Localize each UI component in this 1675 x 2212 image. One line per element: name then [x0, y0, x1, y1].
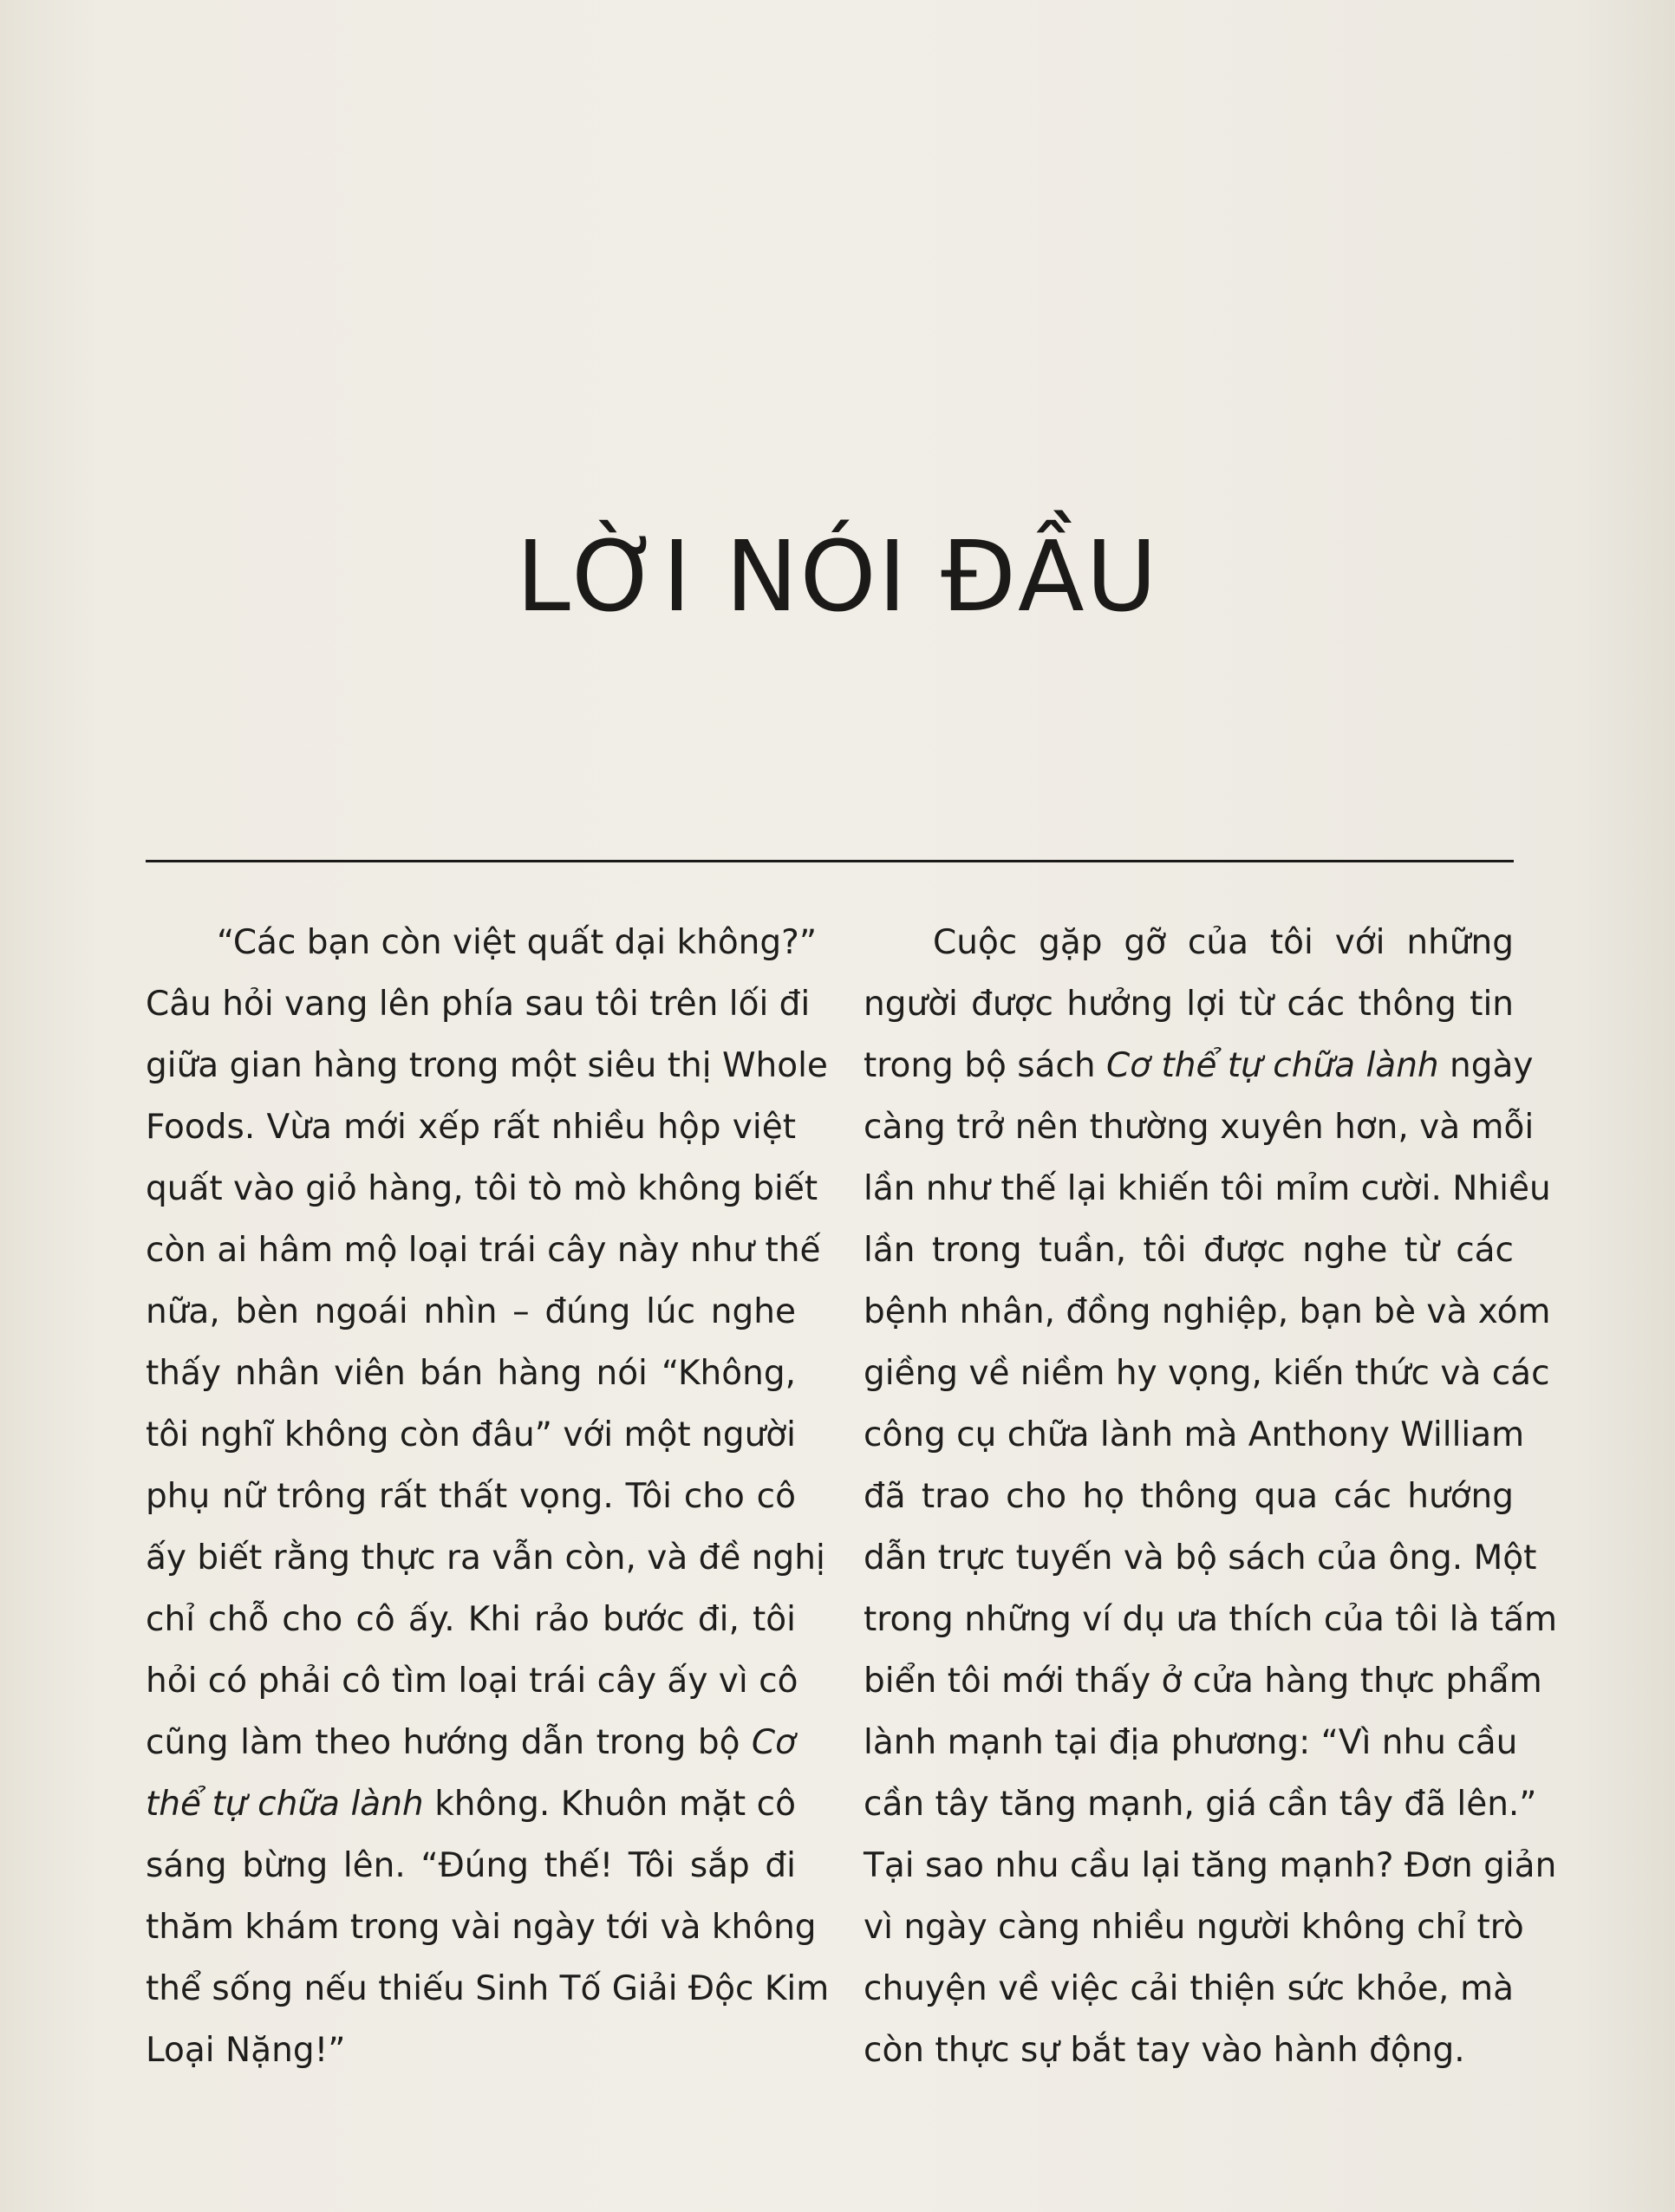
text-line [146, 1466, 796, 1527]
text-line [146, 912, 818, 973]
text-line [146, 1958, 830, 2020]
text-segment: bệnh nhân, đồng nghiệp, bạn bè và xóm [864, 1292, 1551, 1331]
text-segment: đã trao cho họ thông qua các hướng [864, 1477, 1514, 1516]
text-line [864, 2020, 1514, 2081]
text-segment: thấy nhân viên bán hàng nói “Không, [146, 1354, 796, 1393]
text-segment: càng trở nên thường xuyên hơn, và mỗi [864, 1108, 1535, 1147]
text-segment: phụ nữ trông rất thất vọng. Tôi cho cô [146, 1477, 796, 1516]
text-line [864, 912, 1514, 973]
text-line [146, 1712, 796, 1773]
text-line [864, 1835, 1557, 1896]
text-line [864, 1712, 1518, 1773]
text-segment: cũng làm theo hướng dẫn trong bộ [146, 1723, 752, 1762]
italic-book-title: Cơ [751, 1723, 796, 1762]
text-segment: vì ngày càng nhiều người không chỉ trò [864, 1908, 1524, 1947]
text-line [864, 1158, 1551, 1220]
text-line [864, 973, 1514, 1035]
chapter-heading: LỜI NÓI ĐẦU [516, 521, 1159, 634]
text-line [146, 1773, 796, 1835]
text-segment: dẫn trực tuyến và bộ sách của ông. Một [864, 1539, 1537, 1578]
text-line [146, 1035, 828, 1096]
text-line [864, 1896, 1524, 1958]
text-segment: nữa, bèn ngoái nhìn – đúng lúc nghe [146, 1292, 796, 1331]
text-segment: cần tây tăng mạnh, giá cần tây đã lên.” [864, 1785, 1537, 1824]
text-segment: lần như thế lại khiến tôi mỉm cười. Nhiều [864, 1169, 1551, 1208]
text-segment: công cụ chữa lành mà Anthony William [864, 1415, 1525, 1454]
text-line [146, 1589, 796, 1650]
text-line [864, 1220, 1514, 1281]
text-line [146, 1158, 818, 1220]
italic-book-title: Cơ thể tự chữa lành [1106, 1046, 1439, 1085]
text-segment: “Các bạn còn việt quất dại không?” [217, 923, 818, 962]
text-line [864, 1466, 1514, 1527]
text-line [146, 1281, 796, 1343]
text-line [146, 1096, 796, 1158]
text-segment: lành mạnh tại địa phương: “Vì nhu cầu [864, 1723, 1518, 1762]
text-segment: Loại Nặng!” [146, 2031, 346, 2070]
text-line [146, 1220, 821, 1281]
text-segment: biển tôi mới thấy ở cửa hàng thực phẩm [864, 1662, 1542, 1701]
text-segment: giềng về niềm hy vọng, kiến thức và các [864, 1354, 1550, 1393]
text-line [864, 1281, 1551, 1343]
text-line [864, 1589, 1557, 1650]
text-segment: hỏi có phải cô tìm loại trái cây ấy vì cô [146, 1662, 798, 1701]
text-segment: còn thực sự bắt tay vào hành động. [864, 2031, 1465, 2070]
heading-divider-rule [146, 860, 1514, 862]
text-segment: Tại sao nhu cầu lại tăng mạnh? Đơn giản [864, 1846, 1557, 1885]
right-text-column [864, 912, 1557, 2081]
text-line [146, 973, 811, 1035]
left-text-column [146, 912, 830, 2081]
text-segment: Câu hỏi vang lên phía sau tôi trên lối đi [146, 985, 811, 1024]
text-line [864, 1650, 1542, 1712]
text-segment: chuyện về việc cải thiện sức khỏe, mà [864, 1969, 1514, 2008]
text-line [146, 2020, 796, 2081]
text-segment: thể sống nếu thiếu Sinh Tố Giải Độc Kim [146, 1969, 830, 2008]
text-line [864, 1343, 1550, 1404]
text-line [864, 1958, 1514, 2020]
text-line [146, 1650, 796, 1712]
text-segment: không. Khuôn mặt cô [423, 1785, 796, 1824]
text-line [146, 1835, 796, 1896]
text-line [864, 1096, 1535, 1158]
text-line [864, 1773, 1537, 1835]
text-segment: lần trong tuần, tôi được nghe từ các [864, 1231, 1514, 1270]
text-line [146, 1527, 825, 1589]
text-segment: người được hưởng lợi từ các thông tin [864, 985, 1514, 1024]
text-segment: Cuộc gặp gỡ của tôi với những [933, 923, 1514, 962]
text-segment: ấy biết rằng thực ra vẫn còn, và đề nghị [146, 1539, 825, 1578]
text-segment: thăm khám trong vài ngày tới và không [146, 1908, 817, 1947]
text-segment: chỉ chỗ cho cô ấy. Khi rảo bước đi, tôi [146, 1600, 796, 1639]
text-segment: tôi nghĩ không còn đâu” với một người [146, 1415, 796, 1454]
text-segment: giữa gian hàng trong một siêu thị Whole [146, 1046, 828, 1085]
text-segment: còn ai hâm mộ loại trái cây này như thế [146, 1231, 821, 1270]
text-segment: trong những ví dụ ưa thích của tôi là tấm [864, 1600, 1557, 1639]
text-line [864, 1404, 1525, 1466]
text-segment: Foods. Vừa mới xếp rất nhiều hộp việt [146, 1108, 796, 1147]
text-line [864, 1527, 1537, 1589]
text-segment: trong bộ sách [864, 1046, 1106, 1085]
text-segment: ngày [1438, 1046, 1534, 1085]
text-line [146, 1404, 796, 1466]
text-line [146, 1896, 817, 1958]
heading-wrapper [0, 521, 1675, 634]
text-segment: quất vào giỏ hàng, tôi tò mò không biết [146, 1169, 818, 1208]
text-line [864, 1035, 1534, 1096]
text-line [146, 1343, 796, 1404]
italic-book-title: thể tự chữa lành [146, 1785, 424, 1824]
text-segment: sáng bừng lên. “Đúng thế! Tôi sắp đi [146, 1846, 796, 1885]
